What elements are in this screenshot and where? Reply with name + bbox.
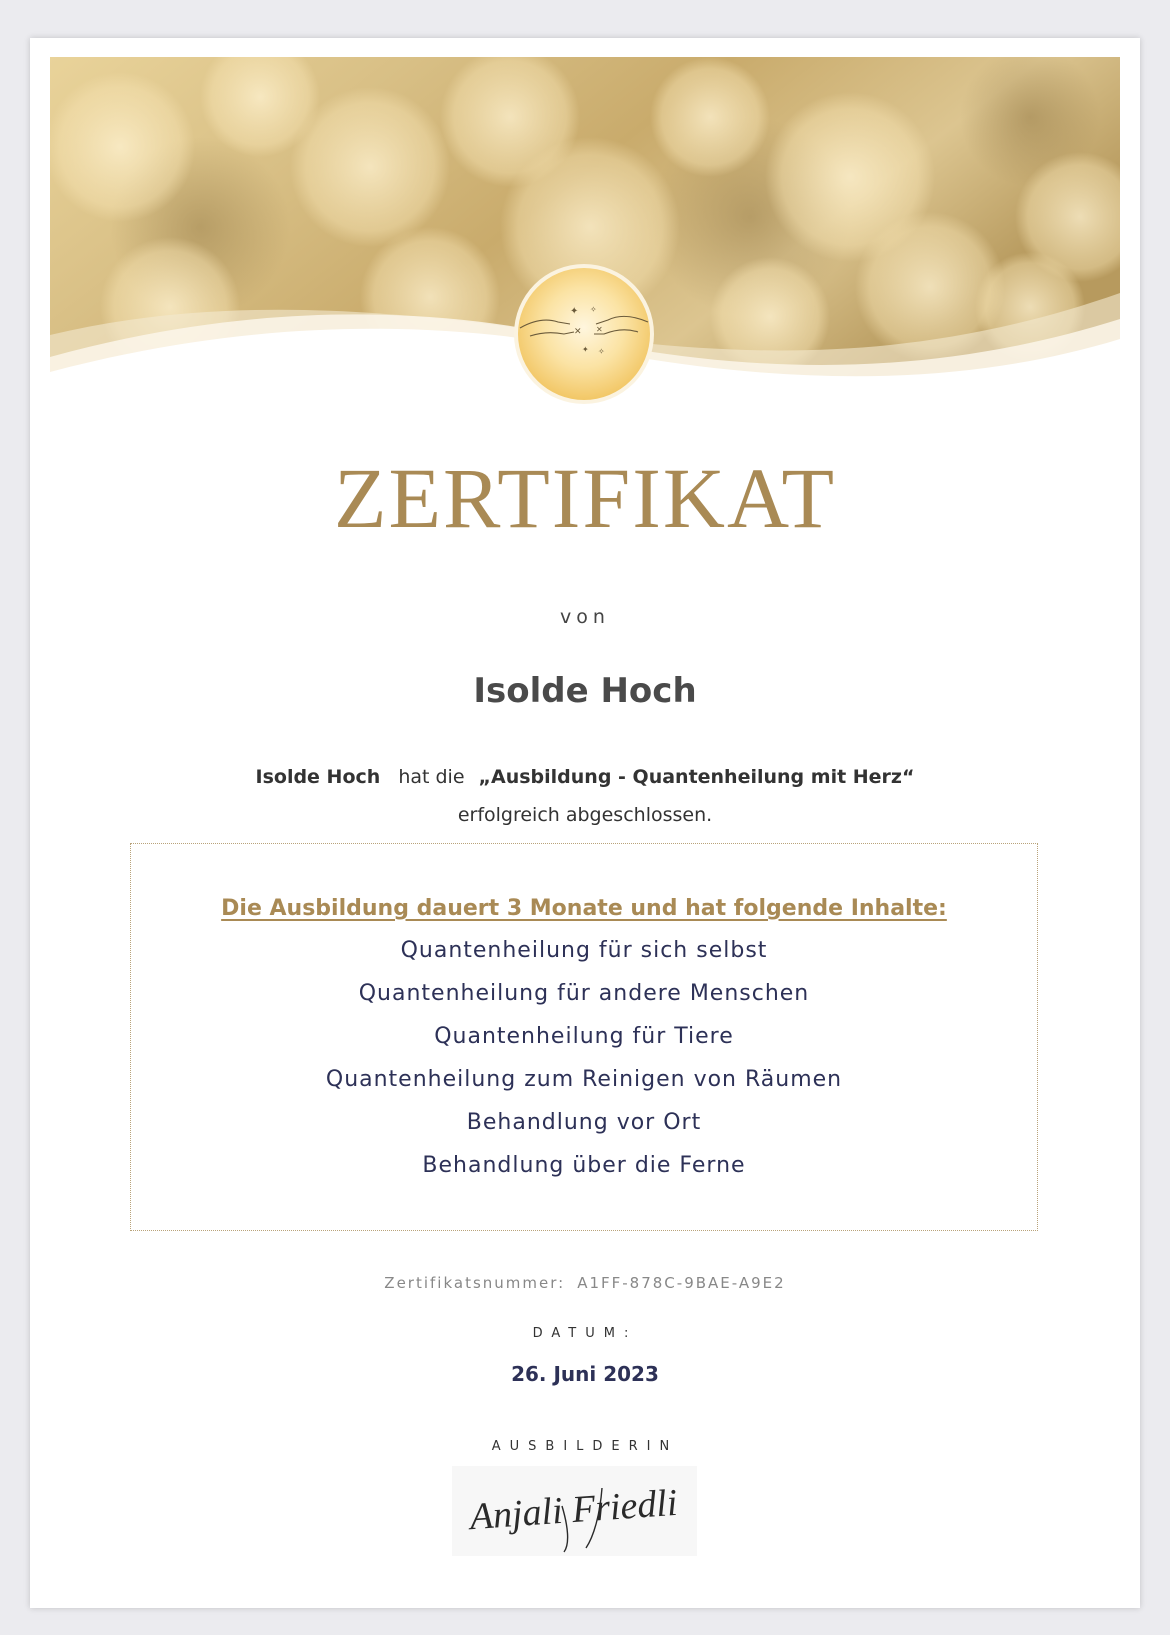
content-heading: Die Ausbildung dauert 3 Monate und hat folgende Inhalte:	[221, 896, 947, 921]
statement-name: Isolde Hoch	[255, 766, 381, 788]
svg-text:✕: ✕	[574, 327, 582, 337]
svg-text:✕: ✕	[596, 325, 603, 334]
date-value: 26. Juni 2023	[511, 1362, 659, 1386]
svg-text:Anjali Friedli: Anjali Friedli	[468, 1481, 679, 1539]
from-label: von	[560, 606, 610, 628]
svg-text:✧: ✧	[590, 305, 597, 314]
certificate-number-value: A1FF-878C-9BAE-A9E2	[577, 1274, 786, 1292]
list-item: Quantenheilung für Tiere	[434, 1024, 734, 1049]
course-content-box	[130, 843, 1038, 1231]
certificate-title: ZERTIFIKAT	[333, 450, 837, 546]
completion-statement	[30, 758, 1140, 834]
trainer-label: AUSBILDERIN	[491, 1439, 679, 1454]
trainer-signature	[452, 1466, 697, 1556]
list-item: Quantenheilung für andere Menschen	[358, 981, 810, 1006]
statement-connector: hat die	[398, 766, 465, 788]
certificate-number	[30, 1274, 1140, 1292]
list-item: Behandlung vor Ort	[466, 1110, 702, 1135]
content-list	[131, 929, 1037, 1187]
list-item: Quantenheilung zum Reinigen von Räumen	[325, 1067, 843, 1092]
svg-text:✦: ✦	[582, 345, 589, 354]
certificate-sheet	[30, 38, 1140, 1608]
hands-stars-emblem-icon	[512, 262, 656, 406]
course-name: „Ausbildung - Quantenheilung mit Herz“	[478, 766, 915, 788]
svg-text:✦: ✦	[570, 306, 579, 317]
recipient-name: Isolde Hoch	[473, 671, 697, 711]
svg-text:✧: ✧	[598, 347, 605, 356]
completion-text: erfolgreich abgeschlossen.	[457, 804, 713, 826]
date-label: DATUM:	[532, 1326, 638, 1341]
list-item: Quantenheilung für sich selbst	[400, 938, 768, 963]
certificate-number-label: Zertifikatsnummer:	[384, 1274, 566, 1292]
list-item: Behandlung über die Ferne	[422, 1153, 746, 1178]
